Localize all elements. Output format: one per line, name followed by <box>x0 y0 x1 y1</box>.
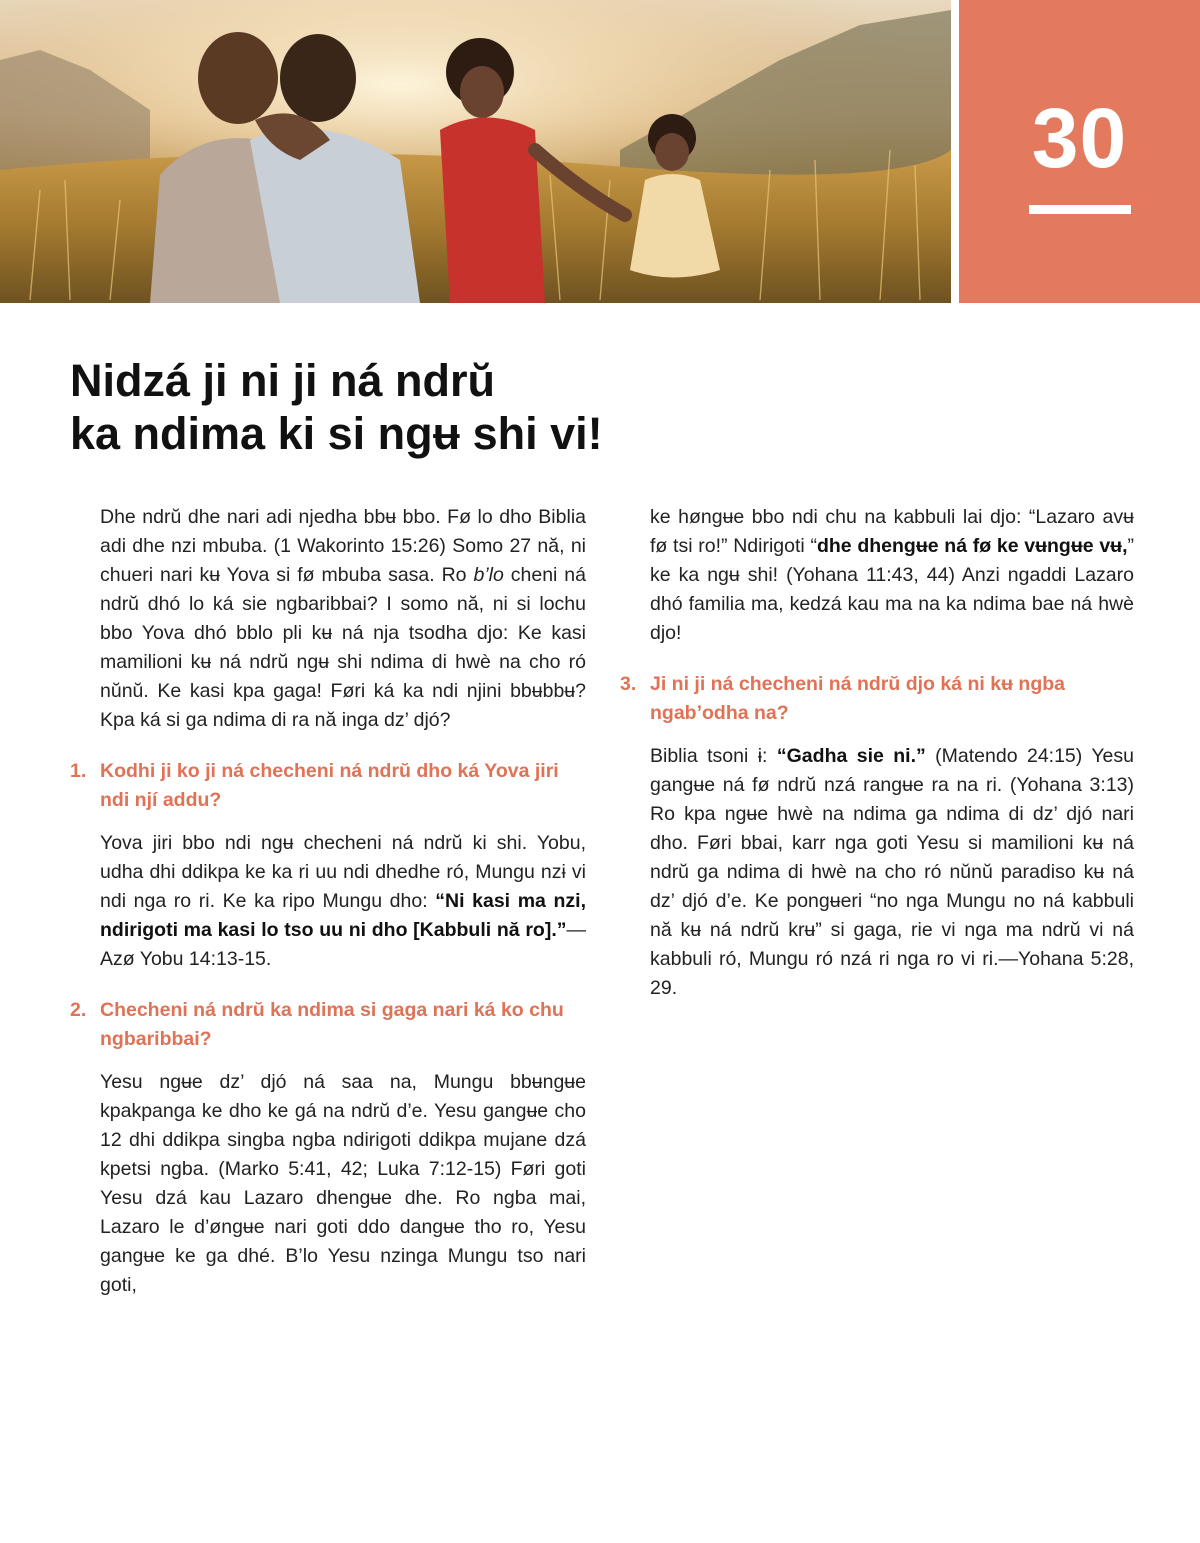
answer-2-text-1-continued: ke høngʉe bbo ndi chu na kabbuli lai djo: “Lazaro avʉ fø tsi ro!” Ndirigoti “ <box>650 506 1134 557</box>
question-3 <box>620 670 1134 728</box>
lesson-number-underline <box>1029 205 1131 214</box>
answer-1-paragraph <box>100 829 586 974</box>
answer-1-reference: —Azø Yobu 14:13-15. <box>100 919 586 970</box>
intro-paragraph <box>100 503 586 735</box>
answer-2-quote: dhe dhengʉe ná fø ke vʉngʉe vʉ, <box>816 535 1128 557</box>
answer-1-quote: “Ni kasi ma nzi, ndirigoti ma kasi lo tso uu ni dho [Kabbuli nă ro].” <box>100 890 587 941</box>
answer-3-text-2: (Matendo 24:15) Yesu gangʉe ná fø ndrŭ nzá rangʉe ra na ri. (Yohana 3:13) Ro kpa ngʉe hwè na ndima ga ndima di dz’ djó nari dho. Føri bbai, karr nga goti Yesu si mamilioni kʉ ná ndrŭ ga ndima di hwè na cho ró nŭnŭ paradiso kʉ ná dz’ djó d’e. Ke pongʉeri “no nga Mungu no ná kabbuli nă kʉ ná ndrŭ krʉ” si gaga, rie vi nga ma ndrŭ vi ná kabbuli ró, Mungu ró nzá ri nga ro vi ri.—Yohana 5:28, 29. <box>650 745 1134 999</box>
question-3-number: 3. <box>620 673 637 695</box>
question-2 <box>70 996 586 1054</box>
left-column <box>70 503 586 1322</box>
page-title-line-2: ka ndima ki si ngʉ shi vi! <box>70 408 603 459</box>
hero-photo <box>0 0 951 303</box>
answer-3-quote: “Gadha sie ni.” <box>776 745 926 767</box>
answer-3-text-1: Biblia tsoni ɨ: <box>650 745 777 767</box>
intro-text-2: cheni ná ndrŭ dhó lo ká sie ngbaribbai? I somo nă, ni si lochu bbo Yova dhó bblo pli kʉ ná nja tsodha djo: Ke kasi mamilioni kʉ ná ndrŭ ngʉ shi ndima di hwè na cho ró nŭnŭ. Ke kasi kpa gaga! Føri ká ka ndi njini bbʉbbʉ? Kpa ká si ga ndima di ra nă inga dz’ djó? <box>100 564 586 731</box>
intro-text-italic: b’lo <box>473 564 504 586</box>
question-3-text: Ji ni ji ná checheni ná ndrŭ djo ká ni kʉ ngba ngab’odha na? <box>650 673 1065 724</box>
answer-2-text-1: Yesu ngʉe dz’ djó ná saa na, Mungu bbʉngʉe kpakpanga ke dho ke gá na ndrŭ d’e. Yesu gangʉe cho 12 dhi ddikpa singba ngba ndirigoti ddikpa mujane dzá kpetsi ngba. (Marko 5:41, 42; Luka 7:12-15) Føri goti Yesu dzá kau Lazaro dhengʉe dhe. Ro ngba mai, Lazaro le d’øngʉe nari goti ddo dangʉe tho ro, Yesu gangʉe ke ga dhé. B’lo Yesu nzinga Mungu tso nari goti, <box>100 1071 586 1296</box>
question-2-number: 2. <box>70 999 87 1021</box>
answer-2-text-2: ” ke ka ngʉ shi! (Yohana 11:43, 44) Anzi ngaddi Lazaro dhó familia ma, kedzá kau ma na ka ndima bae ná hwè djo! <box>650 535 1134 644</box>
page-title <box>70 354 1130 460</box>
answer-1-text-1: Yova jiri bbo ndi ngʉ checheni ná ndrŭ ki shi. Yobu, udha dhi ddikpa ke ka ri uu ndi dhedhe ró, Mungu nzɨ vi ndi nga ro ri. Ke ka ripo Mungu dho: <box>100 832 586 912</box>
question-1-number: 1. <box>70 760 87 782</box>
lesson-number: 30 <box>1031 91 1128 185</box>
answer-2-continued <box>650 503 1134 648</box>
lesson-number-badge <box>959 0 1200 303</box>
question-2-text: Checheni ná ndrŭ ka ndima si gaga nari ká ko chu ngbaribbai? <box>100 999 564 1050</box>
question-1-text: Kodhi ji ko ji ná checheni ná ndrŭ dho ká Yova jiri ndi njí addu? <box>100 760 559 811</box>
answer-2-paragraph <box>100 1068 586 1300</box>
family-in-field-illustration <box>0 0 951 303</box>
question-1 <box>70 757 586 815</box>
right-column <box>620 503 1134 1025</box>
answer-3-paragraph <box>650 742 1134 1003</box>
intro-text-1: Dhe ndrŭ dhe nari adi njedha bbʉ bbo. Fø lo dho Biblia adi dhe nzi mbuba. (1 Wakorinto 15:26) Somo 27 nă, ni chueri nari kʉ Yova si fø mbuba sasa. Ro <box>100 506 586 586</box>
page-title-line-1: Nidzá ji ni ji ná ndrŭ <box>70 355 496 406</box>
